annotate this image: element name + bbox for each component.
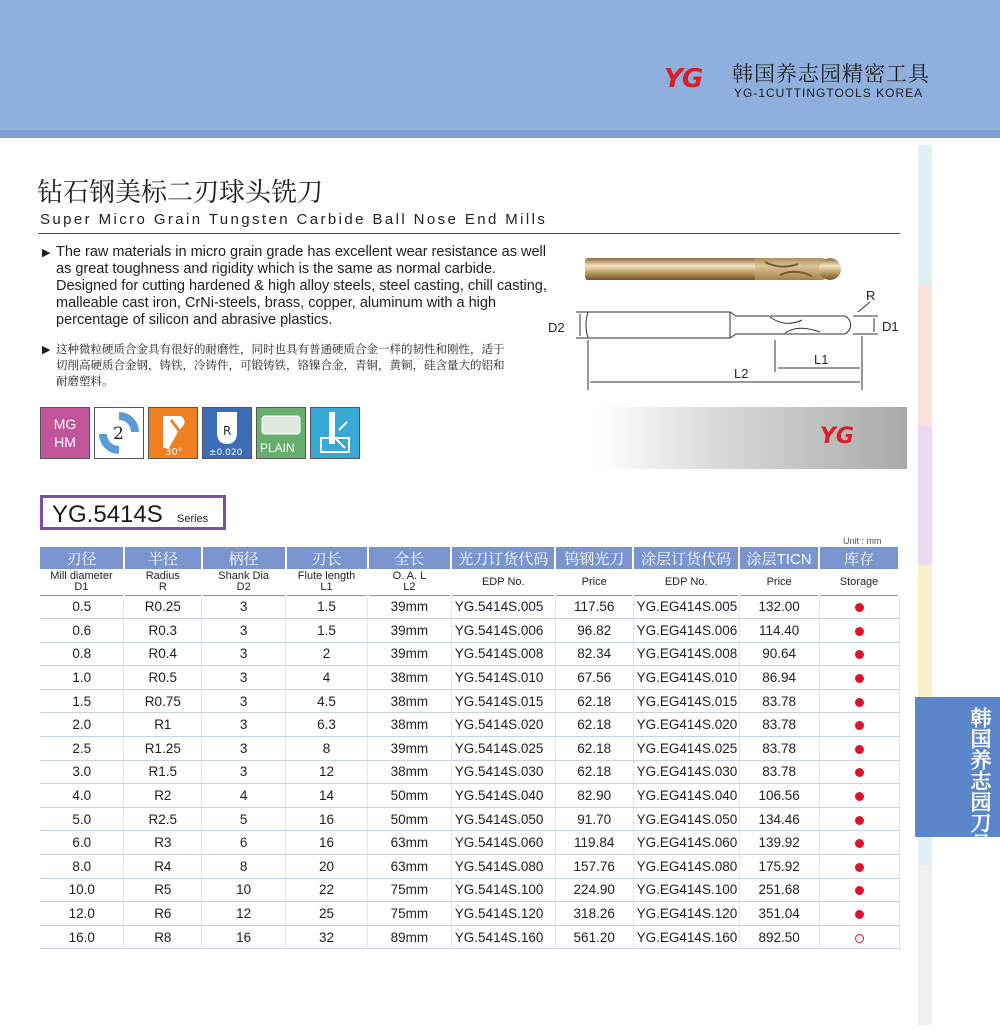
table-cell: YG.EG414S.010: [633, 666, 739, 690]
table-cell: 4.0: [40, 784, 124, 808]
table-cell: 16: [202, 925, 286, 949]
table-cell: 3: [202, 595, 286, 619]
table-cell: 50mm: [368, 784, 452, 808]
table-cell: 6.0: [40, 831, 124, 855]
table-row: [40, 784, 899, 808]
in-stock-dot-icon: [855, 674, 864, 683]
flute-count-icon: [94, 407, 144, 459]
table-cell: 39mm: [368, 619, 452, 643]
table-cell: YG.5414S.025: [451, 737, 555, 761]
brand-name-cn: 韩国养志园精密工具: [732, 62, 930, 86]
table-cell: 157.76: [555, 855, 633, 879]
table-cell: YG.5414S.160: [451, 925, 555, 949]
table-cell: YG.5414S.015: [451, 689, 555, 713]
table-cell: YG.EG414S.006: [633, 619, 739, 643]
table-cell: 20: [286, 855, 368, 879]
table-cell: YG.5414S.080: [451, 855, 555, 879]
header-cell-en: EDP No.: [451, 569, 555, 595]
table-cell: 3: [202, 760, 286, 784]
table-cell: R2: [124, 784, 202, 808]
table-row: [40, 878, 899, 902]
in-stock-dot-icon: [855, 792, 864, 801]
table-cell: 139.92: [739, 831, 819, 855]
table-cell: 0.8: [40, 642, 124, 666]
header-cell-cn: 光刀订货代码: [451, 547, 555, 569]
table-cell: 117.56: [555, 595, 633, 619]
table-cell: R8: [124, 925, 202, 949]
table-cell: [819, 807, 899, 831]
table-cell: 96.82: [555, 619, 633, 643]
table-cell: 62.18: [555, 689, 633, 713]
table-cell: 67.56: [555, 666, 633, 690]
table-cell: 38mm: [368, 666, 452, 690]
table-cell: 75mm: [368, 902, 452, 926]
table-header-en: [40, 569, 899, 595]
table-cell: YG.5414S.020: [451, 713, 555, 737]
table-cell: 39mm: [368, 595, 452, 619]
table-cell: 351.04: [739, 902, 819, 926]
table-cell: 892.50: [739, 925, 819, 949]
shank-label: PLAIN: [260, 441, 295, 455]
table-cell: YG.EG414S.005: [633, 595, 739, 619]
table-cell: 12: [286, 760, 368, 784]
table-row: [40, 855, 899, 879]
table-cell: YG.5414S.050: [451, 807, 555, 831]
table-cell: 3: [202, 713, 286, 737]
table-cell: 8.0: [40, 855, 124, 879]
table-row: [40, 807, 899, 831]
header-cell-en: Price: [739, 569, 819, 595]
table-cell: [819, 902, 899, 926]
in-stock-dot-icon: [855, 816, 864, 825]
table-cell: 38mm: [368, 760, 452, 784]
table-cell: R4: [124, 855, 202, 879]
table-cell: YG.5414S.120: [451, 902, 555, 926]
table-cell: 12: [202, 902, 286, 926]
table-row: [40, 760, 899, 784]
table-cell: 91.70: [555, 807, 633, 831]
label-l1: L1: [814, 352, 829, 367]
table-cell: 8: [202, 855, 286, 879]
table-row: [40, 619, 899, 643]
table-cell: 63mm: [368, 831, 452, 855]
logo-strip-mark: YG: [820, 424, 854, 449]
table-cell: 2.5: [40, 737, 124, 761]
header-band: [0, 0, 1000, 138]
header-cell-en: Shank Dia D2: [202, 569, 286, 595]
tool-drawing: [540, 240, 920, 405]
table-cell: YG.EG414S.050: [633, 807, 739, 831]
radius-letter: R: [223, 424, 232, 438]
header-cell-en: Flute length L1: [286, 569, 368, 595]
table-cell: 3: [202, 689, 286, 713]
table-cell: 132.00: [739, 595, 819, 619]
table-cell: [819, 713, 899, 737]
header-cell-en: Mill diameter D1: [40, 569, 124, 595]
table-cell: YG.5414S.005: [451, 595, 555, 619]
header-strip: [0, 130, 1000, 138]
table-cell: 39mm: [368, 642, 452, 666]
page-title-cn: 钻石钢美标二刃球头铣刀: [37, 178, 324, 208]
material-icon: [40, 407, 90, 459]
table-cell: 5: [202, 807, 286, 831]
header-cell-cn: 柄径: [202, 547, 286, 569]
table-cell: [819, 666, 899, 690]
label-l2: L2: [734, 366, 749, 381]
table-cell: YG.EG414S.080: [633, 855, 739, 879]
table-cell: YG.EG414S.030: [633, 760, 739, 784]
brand-logo: YG: [664, 64, 703, 94]
table-cell: 1.5: [40, 689, 124, 713]
table-cell: R0.25: [124, 595, 202, 619]
table-cell: YG.EG414S.008: [633, 642, 739, 666]
table-cell: YG.5414S.100: [451, 878, 555, 902]
table-cell: 3: [202, 619, 286, 643]
table-cell: 1.5: [286, 619, 368, 643]
table-cell: YG.EG414S.015: [633, 689, 739, 713]
table-cell: [819, 595, 899, 619]
table-cell: R0.4: [124, 642, 202, 666]
table-cell: [819, 784, 899, 808]
material-top: MG: [53, 416, 77, 432]
table-cell: [819, 642, 899, 666]
table-cell: 2: [286, 642, 368, 666]
header-cell-en: Radius R: [124, 569, 202, 595]
table-cell: 38mm: [368, 713, 452, 737]
table-cell: YG.EG414S.100: [633, 878, 739, 902]
table-row: [40, 595, 899, 619]
table-cell: 3: [202, 642, 286, 666]
table-cell: 89mm: [368, 925, 452, 949]
bullet-arrow-icon: ▶: [42, 247, 51, 259]
table-cell: 62.18: [555, 760, 633, 784]
header-cell-cn: 刃径: [40, 547, 124, 569]
table-cell: 82.90: [555, 784, 633, 808]
table-cell: YG.5414S.010: [451, 666, 555, 690]
table-cell: 4: [286, 666, 368, 690]
header-cell-cn: 全长: [368, 547, 452, 569]
header-cell-en: Price: [555, 569, 633, 595]
table-cell: 16.0: [40, 925, 124, 949]
table-cell: YG.EG414S.025: [633, 737, 739, 761]
in-stock-dot-icon: [855, 910, 864, 919]
table-cell: 16: [286, 807, 368, 831]
table-cell: YG.5414S.030: [451, 760, 555, 784]
series-word: Series: [177, 513, 209, 525]
flute-count: 2: [113, 424, 124, 444]
table-cell: [819, 760, 899, 784]
in-stock-dot-icon: [855, 768, 864, 777]
table-row: [40, 666, 899, 690]
table-cell: 4: [202, 784, 286, 808]
table-cell: R1.5: [124, 760, 202, 784]
table-cell: 83.78: [739, 689, 819, 713]
in-stock-dot-icon: [855, 698, 864, 707]
table-cell: 224.90: [555, 878, 633, 902]
table-row: [40, 737, 899, 761]
header-cell-cn: 钨钢光刀: [555, 547, 633, 569]
table-cell: [819, 689, 899, 713]
table-row: [40, 831, 899, 855]
table-header-cn: [40, 547, 899, 569]
in-stock-dot-icon: [855, 603, 864, 612]
table-cell: 1.0: [40, 666, 124, 690]
spec-table: [40, 547, 900, 949]
in-stock-dot-icon: [855, 863, 864, 872]
material-bottom: HM: [54, 434, 76, 450]
table-cell: YG.5414S.040: [451, 784, 555, 808]
table-cell: YG.EG414S.120: [633, 902, 739, 926]
table-cell: 12.0: [40, 902, 124, 926]
table-cell: [819, 737, 899, 761]
description-en: [42, 244, 552, 329]
header-cell-cn: 涂层订货代码: [633, 547, 739, 569]
table-cell: 106.56: [739, 784, 819, 808]
table-cell: 119.84: [555, 831, 633, 855]
table-cell: 38mm: [368, 689, 452, 713]
table-cell: R3: [124, 831, 202, 855]
header-cell-cn: 涂层TICN: [739, 547, 819, 569]
side-tab: [915, 697, 1000, 896]
tool-photo: [585, 258, 841, 280]
table-cell: YG.5414S.060: [451, 831, 555, 855]
table-cell: 39mm: [368, 737, 452, 761]
unit-label: Unit : mm: [843, 536, 882, 546]
table-cell: 32: [286, 925, 368, 949]
table-cell: YG.EG414S.040: [633, 784, 739, 808]
table-cell: R6: [124, 902, 202, 926]
table-cell: R5: [124, 878, 202, 902]
series-name: YG.5414S: [52, 501, 163, 528]
table-cell: 75mm: [368, 878, 452, 902]
table-cell: YG.EG414S.160: [633, 925, 739, 949]
table-cell: 83.78: [739, 713, 819, 737]
in-stock-dot-icon: [855, 627, 864, 636]
header-cell-cn: 半径: [124, 547, 202, 569]
logo-strip: [595, 407, 907, 469]
description-cn: [42, 341, 512, 389]
bullet-arrow-icon: ▶: [42, 344, 51, 356]
table-cell: 16: [286, 831, 368, 855]
table-cell: R0.3: [124, 619, 202, 643]
table-row: [40, 902, 899, 926]
table-cell: YG.EG414S.020: [633, 713, 739, 737]
table-cell: 83.78: [739, 760, 819, 784]
table-cell: [819, 878, 899, 902]
table-cell: 86.94: [739, 666, 819, 690]
in-stock-dot-icon: [855, 839, 864, 848]
table-cell: 90.64: [739, 642, 819, 666]
side-tab-text: 韩国养志园刀具系列: [968, 707, 992, 896]
cutting-type-icon: [310, 407, 360, 459]
table-cell: [819, 855, 899, 879]
description-en-text: The raw materials in micro grain grade has excellent wear resistance as well as great toughness and rigidity which is the same as normal carbide. Designed for cutting hardened & high alloy steels, steel casting, chill casting, malleable cast iron, CrNi-steels, brass, copper, aluminum with a high percentage of silicon and abrasive plastics.: [56, 244, 547, 328]
table-cell: 251.68: [739, 878, 819, 902]
in-stock-dot-icon: [855, 721, 864, 730]
table-cell: [819, 831, 899, 855]
tool-schematic: [576, 302, 878, 390]
in-stock-dot-icon: [855, 650, 864, 659]
table-cell: 83.78: [739, 737, 819, 761]
table-cell: 8: [286, 737, 368, 761]
series-label: [40, 495, 226, 530]
table-cell: 134.46: [739, 807, 819, 831]
in-stock-dot-icon: [855, 745, 864, 754]
table-cell: 0.6: [40, 619, 124, 643]
header-cell-en: EDP No.: [633, 569, 739, 595]
table-row: [40, 689, 899, 713]
page-title-en: Super Micro Grain Tungsten Carbide Ball Nose End Mills: [40, 211, 548, 228]
table-cell: 6.3: [286, 713, 368, 737]
table-cell: 10.0: [40, 878, 124, 902]
table-cell: 561.20: [555, 925, 633, 949]
table-cell: 0.5: [40, 595, 124, 619]
table-cell: R2.5: [124, 807, 202, 831]
table-cell: 62.18: [555, 737, 633, 761]
table-row: [40, 713, 899, 737]
header-cell-en: Storage: [819, 569, 899, 595]
table-cell: R0.5: [124, 666, 202, 690]
table-cell: 62.18: [555, 713, 633, 737]
table-cell: [819, 619, 899, 643]
table-cell: 5.0: [40, 807, 124, 831]
in-stock-dot-icon: [855, 886, 864, 895]
table-cell: 175.92: [739, 855, 819, 879]
table-cell: 6: [202, 831, 286, 855]
shank-plain-icon: [256, 407, 306, 459]
table-row: [40, 642, 899, 666]
table-cell: YG.5414S.006: [451, 619, 555, 643]
header-cell-cn: 库存: [819, 547, 899, 569]
header-cell-cn: 刃长: [286, 547, 368, 569]
table-cell: [819, 925, 899, 949]
table-cell: 50mm: [368, 807, 452, 831]
table-cell: 3: [202, 737, 286, 761]
table-cell: 3: [202, 666, 286, 690]
label-d1: D1: [882, 319, 899, 334]
table-cell: 114.40: [739, 619, 819, 643]
description-cn-text: 这种微粒硬质合金具有很好的耐磨性，同时也具有普通硬质合金一样的韧性和刚性，适于切削高硬质合金钢，铸铁，冷铸件，可锻铸铁，铬镍合金，青铜，黄铜，硅含量大的铝和耐磨塑料。: [56, 342, 505, 388]
table-body: [40, 595, 899, 949]
table-cell: 3.0: [40, 760, 124, 784]
table-cell: R0.75: [124, 689, 202, 713]
table-cell: 22: [286, 878, 368, 902]
header-cell-en: O. A. L L2: [368, 569, 452, 595]
table-cell: 63mm: [368, 855, 452, 879]
helix-angle: 30°: [165, 447, 183, 458]
brand-name-en: YG-1CUTTINGTOOLS KOREA: [734, 86, 924, 100]
radius-icon: [202, 407, 252, 459]
table-cell: 25: [286, 902, 368, 926]
label-d2: D2: [548, 320, 565, 335]
order-dot-icon: [855, 934, 864, 943]
table-cell: 4.5: [286, 689, 368, 713]
table-cell: YG.EG414S.060: [633, 831, 739, 855]
table-cell: R1.25: [124, 737, 202, 761]
table-row: [40, 925, 899, 949]
table-cell: 1.5: [286, 595, 368, 619]
title-divider: [38, 233, 900, 234]
table-cell: 2.0: [40, 713, 124, 737]
table-cell: R1: [124, 713, 202, 737]
helix-angle-icon: [148, 407, 198, 459]
table-cell: 10: [202, 878, 286, 902]
table-cell: 14: [286, 784, 368, 808]
radius-tolerance: ±0.020: [209, 448, 243, 458]
table-cell: 318.26: [555, 902, 633, 926]
table-cell: 82.34: [555, 642, 633, 666]
table-cell: YG.5414S.008: [451, 642, 555, 666]
label-r: R: [866, 288, 876, 303]
